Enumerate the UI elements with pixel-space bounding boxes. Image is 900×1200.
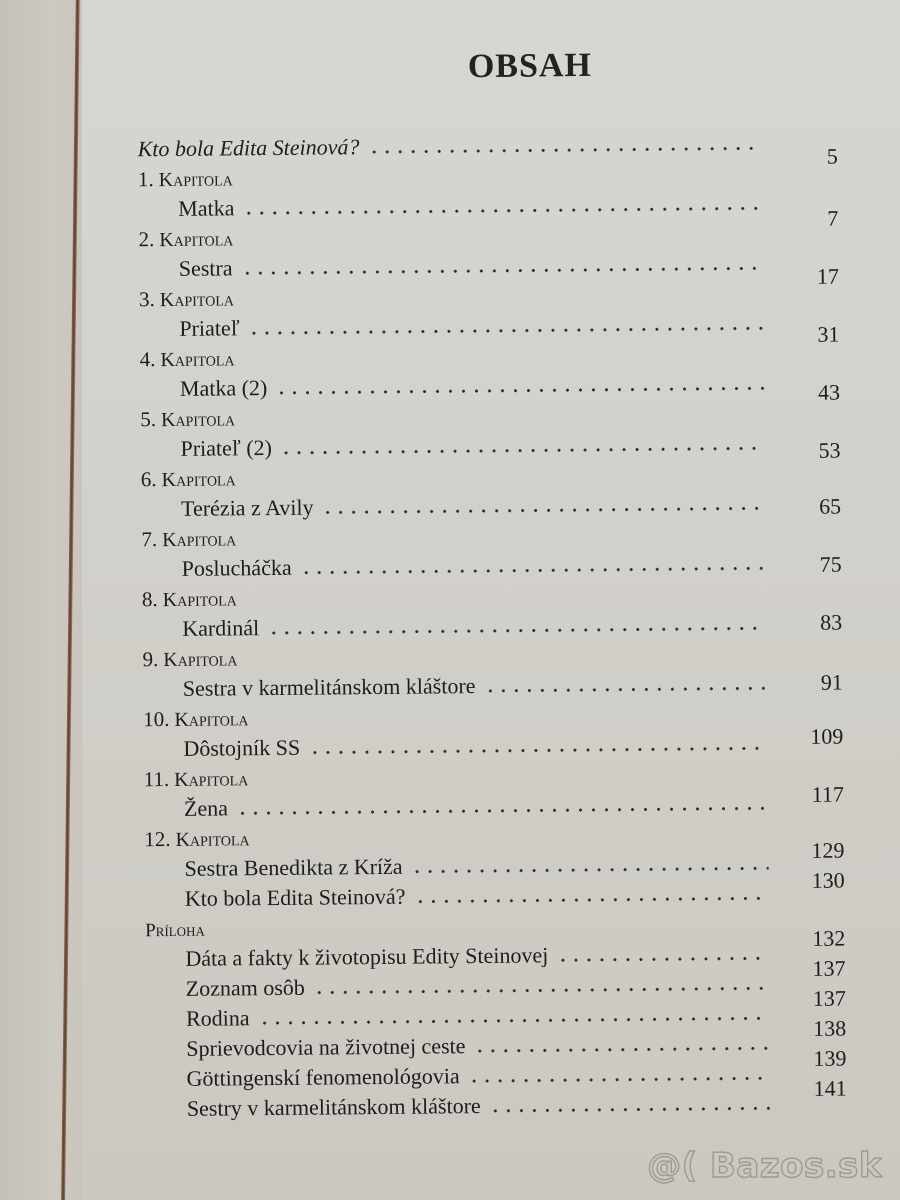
chapter-label: Kapitola	[159, 228, 234, 252]
chapter-number: 2.	[138, 227, 155, 252]
chapter-label: Kapitola	[160, 348, 235, 372]
chapter-number: 3.	[138, 287, 155, 312]
chapter-number: 4.	[139, 347, 156, 372]
toc-entry-title: Matka (2)	[179, 375, 268, 401]
toc-page-number: 17	[816, 263, 840, 289]
toc-page-number: 132	[812, 925, 846, 951]
dot-leader	[484, 685, 767, 694]
toc-entry-title: Sestra Benedikta z Kríža	[184, 853, 403, 881]
toc-page-number: 137	[812, 985, 846, 1011]
page-content	[76, 0, 900, 1200]
toc-entry-title: Sestry v karmelitánskom kláštore	[186, 1093, 481, 1121]
chapter-label: Kapitola	[159, 288, 235, 312]
toc-page-number: 5	[826, 143, 838, 169]
dot-leader	[468, 1075, 771, 1084]
chapter-label: Kapitola	[162, 528, 237, 552]
chapter-number: 12.	[144, 827, 171, 852]
toc-entry-title: Göttingenskí fenomenológovia	[186, 1063, 460, 1091]
toc-page-number: 7	[827, 205, 839, 231]
chapter-label: Kapitola	[175, 828, 250, 851]
toc-page-number: 43	[817, 379, 841, 405]
toc-entry-title: Kto bola Edita Steinová?	[137, 134, 360, 162]
toc-page-number: 109	[810, 723, 844, 749]
dot-leader	[556, 955, 769, 963]
toc-page-number: 83	[820, 609, 843, 635]
toc-page-number: 65	[818, 493, 842, 519]
chapter-label: Kapitola	[160, 408, 236, 432]
appendix-label: Príloha	[145, 919, 205, 942]
toc-page-number: 91	[820, 669, 843, 695]
chapter-label: Kapitola	[174, 768, 249, 791]
chapter-label: Kapitola	[162, 588, 237, 612]
toc-entry-title: Terézia z Avily	[180, 494, 314, 521]
toc-page-number: 138	[813, 1015, 847, 1041]
toc-entry-title: Zoznam osôb	[185, 974, 305, 1001]
toc-entry-title: Priateľ	[179, 315, 240, 341]
chapter-number: 1.	[137, 167, 154, 192]
chapter-label: Kapitola	[161, 468, 236, 492]
toc-page-number: 137	[812, 955, 846, 981]
dot-leader	[411, 865, 769, 874]
chapter-number: 9.	[142, 647, 159, 672]
toc-entry-title: Dáta a fakty k životopisu Edity Steinovej	[185, 942, 549, 971]
page-title: OBSAH	[467, 46, 593, 86]
toc-page-number: 141	[813, 1075, 847, 1101]
chapter-number: 5.	[140, 407, 157, 432]
table-of-contents	[137, 122, 846, 1121]
toc-entry-title: Rodina	[185, 1005, 250, 1031]
toc-page-number: 129	[811, 837, 845, 863]
toc-entry-title: Dôstojník SS	[183, 734, 301, 761]
toc-entry-title: Matka	[178, 195, 235, 221]
toc-entry-title: Žena	[183, 795, 229, 821]
toc-entry-title: Sprievodcovia na životnej ceste	[186, 1033, 466, 1061]
chapter-label: Kapitola	[174, 708, 249, 731]
toc-entry-title: Sestra v karmelitánskom kláštore	[182, 673, 476, 701]
toc-page-number: 75	[819, 551, 842, 577]
bazos-watermark: @( Bazos.sk	[647, 1146, 882, 1186]
dot-leader	[367, 145, 761, 155]
toc-page-number: 130	[811, 867, 845, 893]
book-page	[82, 0, 900, 1200]
toc-page-number: 117	[811, 781, 844, 807]
dot-leader	[489, 1105, 771, 1114]
toc-page-number: 31	[817, 321, 840, 347]
dot-leader	[413, 895, 768, 904]
toc-entry-title: Kto bola Edita Steinová?	[184, 883, 406, 911]
toc-entry-title: Sestra	[178, 255, 233, 281]
chapter-number: 7.	[141, 527, 158, 552]
toc-entry-title: Kardinál	[182, 615, 260, 641]
chapter-number: 8.	[141, 587, 158, 612]
chapter-label: Kapitola	[158, 168, 233, 192]
toc-entry-title: Poslucháčka	[181, 554, 292, 581]
dot-leader	[473, 1045, 770, 1054]
chapter-number: 6.	[140, 467, 157, 492]
chapter-label: Kapitola	[163, 648, 238, 672]
chapter-number: 10.	[143, 707, 170, 732]
toc-entry-title: Priateľ (2)	[180, 435, 273, 461]
toc-page-number: 53	[818, 437, 841, 463]
chapter-number: 11.	[143, 767, 170, 792]
toc-page-number: 139	[813, 1045, 847, 1071]
